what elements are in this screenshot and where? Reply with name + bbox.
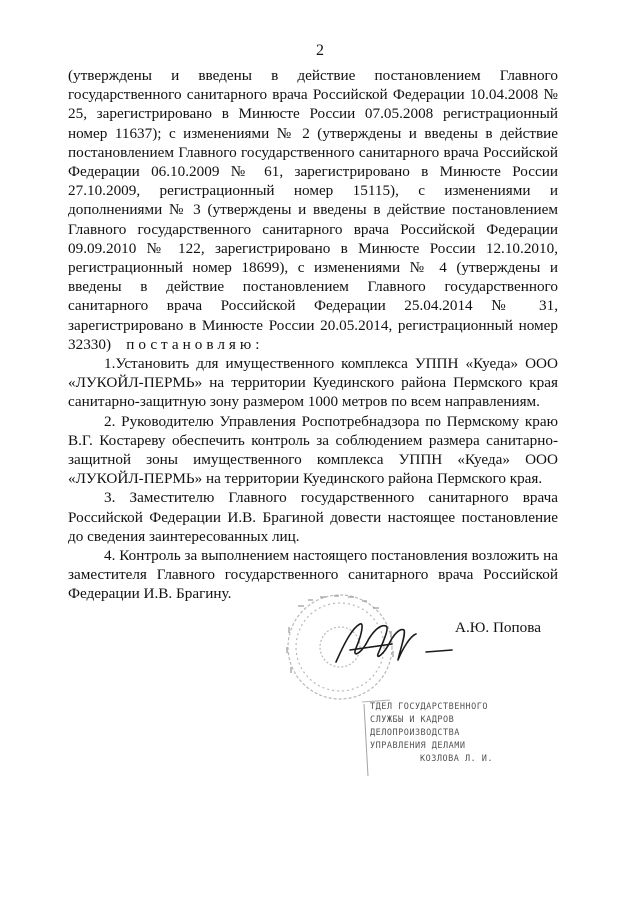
signer-name: А.Ю. Попова xyxy=(455,619,541,636)
legal-basis-paragraph xyxy=(68,66,558,354)
certification-stamp-line: СЛУЖБЫ И КАДРОВ xyxy=(370,715,455,725)
clause-1: 1.Установить для имущественного комплекса УППН «Куеда» ООО «ЛУКОЙЛ-ПЕРМЬ» на территории Куединского района Пермского края санитарно-защитную зону размером 1000 метров по всем направлениям. xyxy=(68,355,558,411)
certification-stamp-line: ДЕЛОПРОИЗВОДСТВА xyxy=(370,728,460,738)
document-body xyxy=(68,66,558,604)
clause-4: 4. Контроль за выполнением настоящего постановления возложить на заместителя Главного государственного санитарного врача Российской Федерации И.В. Брагину. xyxy=(68,547,558,603)
clause-2: 2. Руководителю Управления Роспотребнадзора по Пермскому краю В.Г. Костареву обеспечить контроль за соблюдением размера санитарно-защитной зоны имущественного комплекса УППН «Куеда» ООО «ЛУКОЙЛ-ПЕРМЬ» на территории Куединского района Пермского края. xyxy=(68,412,558,488)
page-number: 2 xyxy=(316,42,324,59)
certification-stamp-line: КОЗЛОВА Л. И. xyxy=(420,754,494,764)
decree-word: постановляю: xyxy=(126,335,264,353)
certification-stamp-line: ТДЕЛ ГОСУДАРСТВЕННОГО xyxy=(370,702,488,712)
certification-stamp-line: УПРАВЛЕНИЯ ДЕЛАМИ xyxy=(370,741,466,751)
legal-basis-text: (утверждены и введены в действие постановлением Главного государственного санитарного врача Российской Федерации 10.04.2008 № 25, зарегистрировано в Минюсте России 07.05.2008 регистрационный номер 11637); с изменениями № 2 (утверждены и введены в действие постановлением Главного государственного санитарного врача Российской Федерации 06.10.2009 № 61, зарегистрировано в Минюсте России 27.10.2009, регистрационный номер 15115), с изменениями и дополнениями № 3 (утверждены и введены в действие постановлением Главного государственного санитарного врача Российской Федерации 09.09.2010 № 122, зарегистрировано в Минюсте России 12.10.2010, регистрационный номер 18699), с изменениями № 4 (утверждены и введены в действие постановлением Главного государственного санитарного врача Российской Федерации 25.04.2014 № 31, зарегистрировано в Минюсте России 20.05.2014, регистрационный номер 32330) xyxy=(68,67,558,353)
handwritten-signature xyxy=(330,614,460,674)
clause-3: 3. Заместителю Главного государственного санитарного врача Российской Федерации И.В. Брагиной довести настоящее постановление до сведения заинтересованных лиц. xyxy=(68,489,558,545)
certification-stamp xyxy=(360,698,520,778)
